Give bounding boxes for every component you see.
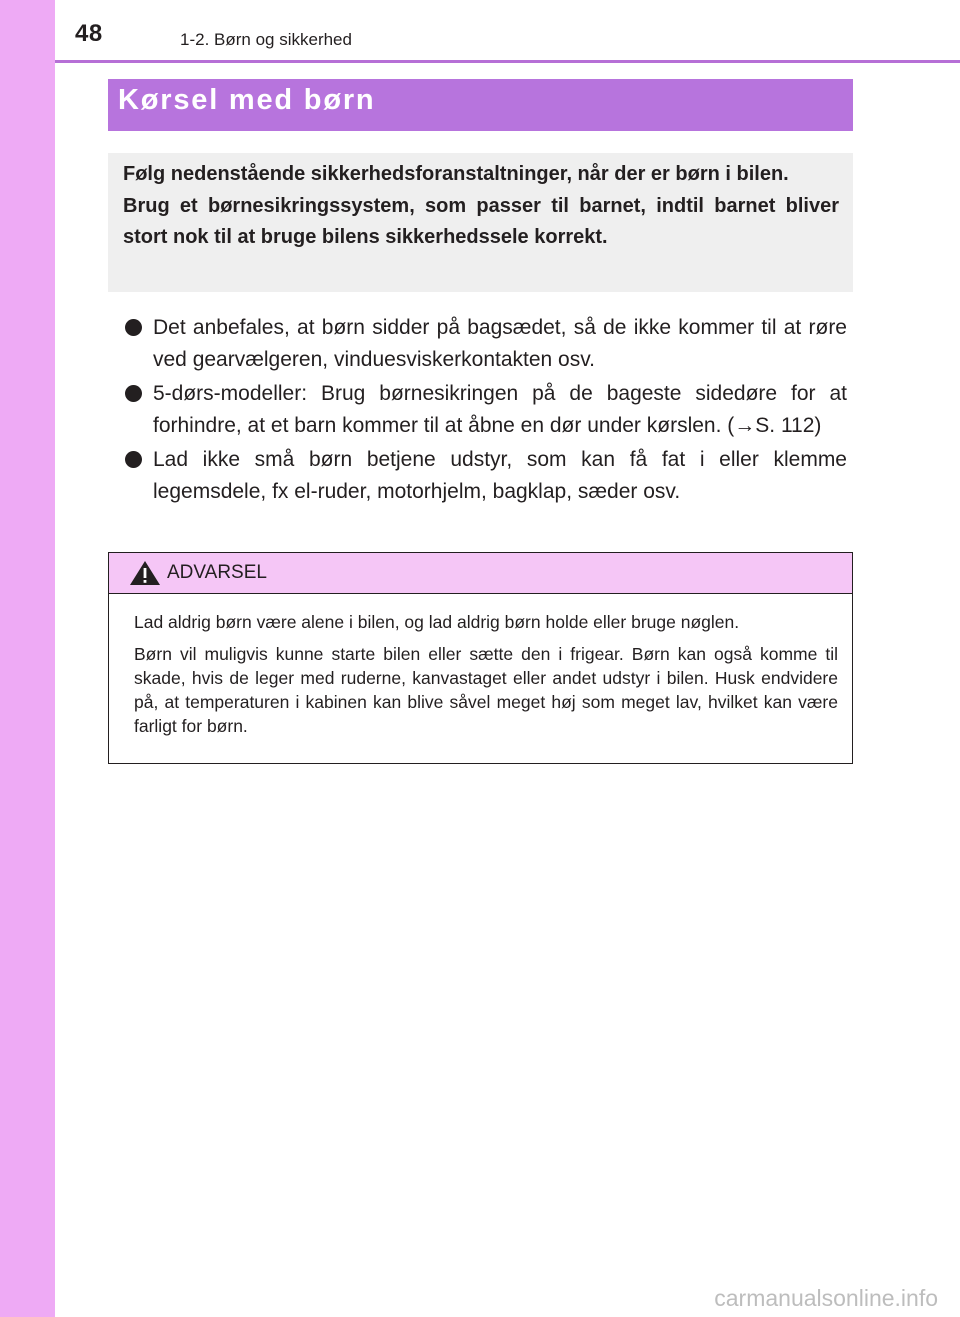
intro-box — [108, 153, 853, 292]
warning-header — [109, 553, 852, 594]
bullet-text: Det anbefales, at børn sidder på bagsædet, så de ikke kommer til at røre ved gearvælgeren, vinduesviskerkontakten osv. — [153, 316, 847, 371]
intro-paragraph: Brug et børnesikringssystem, som passer til barnet, indtil barnet bliver stort nok til at bruge bilens sikkerhedssele korrekt. — [123, 194, 839, 248]
warning-paragraph: Børn vil muligvis kunne starte bilen eller sætte den i frigear. Børn kan også komme til skade, hvis de leger med ruderne, kanvastaget eller andet udstyr i bilen. Husk endvidere på, at temperaturen i kabinen kan blive såvel meget høj som meget lav, hvilket kan være farligt for børn. — [134, 644, 838, 736]
side-color-strip — [0, 0, 55, 1317]
watermark: carmanualsonline.info — [714, 1285, 938, 1311]
bullet-icon — [125, 451, 142, 468]
warning-paragraph: Lad aldrig børn være alene i bilen, og lad aldrig børn holde eller bruge nøglen. — [134, 612, 740, 632]
warning-title: ADVARSEL — [167, 562, 267, 583]
page-number: 48 — [75, 20, 103, 47]
bullet-item — [125, 378, 847, 441]
bullet-icon — [125, 319, 142, 336]
bullet-item — [125, 312, 847, 375]
intro-paragraph: Følg nedenstående sikkerhedsforanstaltninger, når der er børn i bilen. — [123, 163, 789, 185]
bullet-text: 5-dørs-modeller: Brug børnesikringen på de bageste sidedøre for at forhindre, at et barn kommer til at åbne en dør under kørslen. (→S. 112) — [153, 382, 847, 437]
section-label: 1-2. Børn og sikkerhed — [180, 30, 352, 49]
bullet-icon — [125, 385, 142, 402]
section-title-bar — [108, 79, 853, 131]
bullet-text: Lad ikke små børn betjene udstyr, som kan få fat i eller klemme legemsdele, fx el-ruder, motorhjelm, bagklap, sæder osv. — [153, 448, 847, 503]
section-title: Kørsel med børn — [118, 84, 376, 116]
warning-body — [109, 594, 852, 738]
bullet-item — [125, 444, 847, 507]
bullet-list — [125, 312, 847, 510]
header-divider — [55, 60, 960, 63]
warning-box — [108, 552, 853, 764]
warning-triangle-icon — [129, 560, 161, 586]
